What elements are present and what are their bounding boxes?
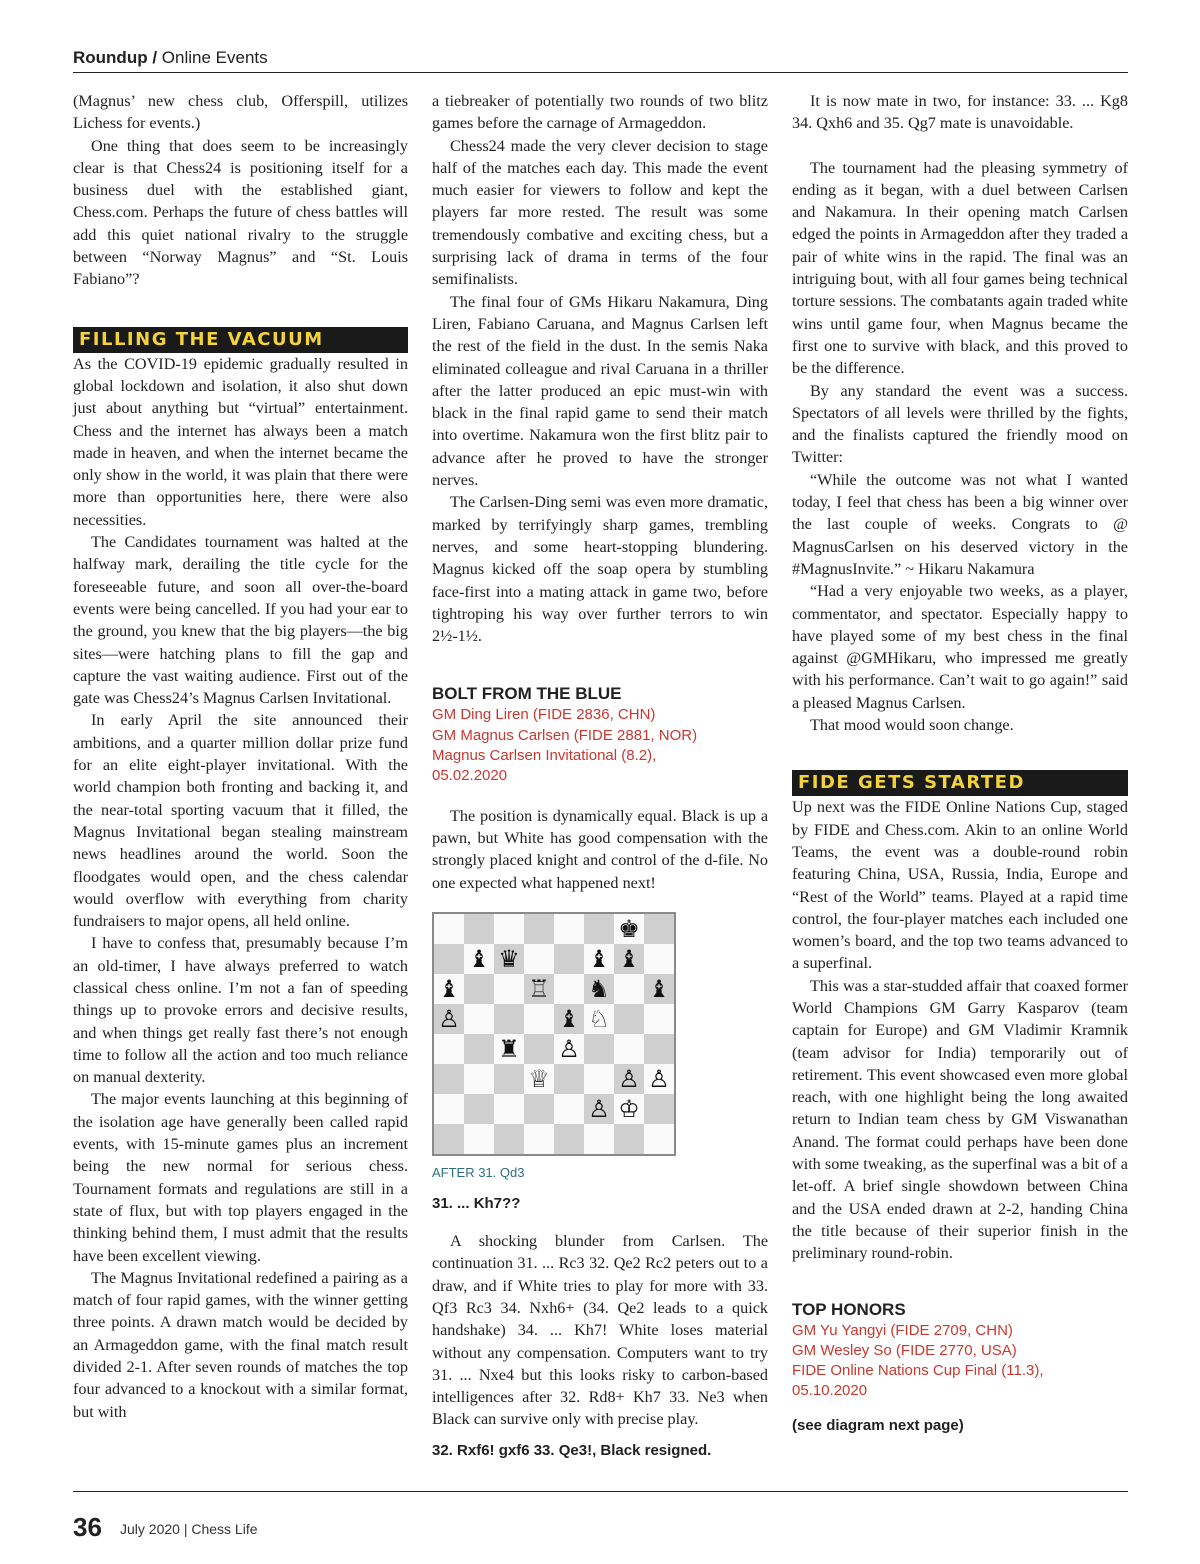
board-square — [524, 944, 554, 974]
game-title: BOLT FROM THE BLUE — [432, 684, 622, 704]
board-square: ♞ — [584, 974, 614, 1004]
board-square: ♖ — [524, 974, 554, 1004]
board-square — [434, 1034, 464, 1064]
board-square — [614, 1034, 644, 1064]
board-square — [464, 914, 494, 944]
board-square: ♝ — [644, 974, 674, 1004]
paragraph: By any standard the event was a success. Spectators of all levels were thrilled by the fights, and the finalists captured the friendly mood on Twitter: — [792, 381, 1128, 467]
paragraph: One thing that does seem to be increasingly clear is that Chess24 is positioning itself for a business duel with the established giant, Chess.com. Perhaps the future of chess battles will add this quiet national rivalry to the struggle between “Norway Magnus” and “St. Louis Fabiano”? — [73, 136, 408, 289]
board-square: ♙ — [584, 1094, 614, 1124]
column-1 — [73, 90, 408, 1423]
paragraph: A shocking blunder from Carlsen. The continuation 31. ... Rc3 32. Qe2 Rc2 peters out to a draw, and if White tries to play for more with 33. Qf3 Rc3 34. Nxh6+ (34. Qe2 leads to a quick handshake) 34. ... Kh7! White loses material without any compensation. Computers want to try 31. ... Nxe4 but this looks risky to carbon-based intelligences after 32. Rd8+ Kh7 33. Ne3 when Black can survive only with precise play. — [432, 1232, 768, 1429]
board-square — [464, 1064, 494, 1094]
footer-separator: | — [183, 1521, 188, 1537]
paragraph: I have to confess that, presumably because I’m an old-timer, I have always preferred to watch classical chess online. I’m not a fan of speeding things up to provoke errors and decisive results, and when things get really fast there’s not enough time to follow all the action and too much reliance on manual dexterity. — [73, 934, 408, 1087]
game-title: TOP HONORS — [792, 1299, 906, 1319]
chess-diagram — [432, 912, 676, 1156]
board-square — [554, 914, 584, 944]
paragraph: This was a star-studded affair that coaxed former World Champions GM Garry Kasparov (team captain for Europe) and GM Vladimir Kramnik (team advisor for India) temporarily out of retirement. This event showcased even more global reach, with one highlight being the long awaited return to Indian team chess by GM Viswanathan Anand. The format could perhaps have been done with some tweaking, as the superfinal was a bit of a let-off. A brief single showdown between China and the USA ended drawn at 2-2, handing China the title because of their superior finish in the preliminary round-robin. — [792, 976, 1128, 1263]
paragraph: The final four of GMs Hikaru Nakamura, Ding Liren, Fabiano Caruana, and Magnus Carlsen left the rest of the field in the dust. In the semis Naka eliminated colleague and rival Caruana in a thriller after the latter produced an epic must-win with black in the final rapid game to send their match into overtime. Nakamura won the first blitz pair to advance after he proved to have the stronger nerves. — [432, 292, 768, 490]
board-square: ♙ — [644, 1064, 674, 1094]
board-square: ♜ — [494, 1034, 524, 1064]
game-date: 05.02.2020 — [432, 767, 508, 785]
black-player: GM Wesley So (FIDE 2770, USA) — [792, 1341, 1017, 1359]
board-square — [644, 944, 674, 974]
board-square — [524, 1004, 554, 1034]
board-square: ♘ — [584, 1004, 614, 1034]
paragraph: In early April the site announced their ambitions, and a quarter million dollar prize fund for an elite eight-player invitational. With the world champion both fronting and backing it, and the near-total sporting vacuum that it filled, the Magnus Invitational began stealing mainstream news headlines around the world. Soon the floodgates would open, and the chess calendar would overflow with everything from charity fundraisers to major opens, all held online. — [73, 711, 408, 931]
board-square: ♕ — [524, 1064, 554, 1094]
paragraph: (Magnus’ new chess club, Offerspill, utilizes Lichess for events.) — [73, 92, 408, 133]
game-date: 05.10.2020 — [792, 1382, 868, 1400]
board-square: ♙ — [434, 1004, 464, 1034]
board-square — [554, 1064, 584, 1094]
paragraph: Up next was the FIDE Online Nations Cup, staged by FIDE and Chess.com. Akin to an online World Teams, the event was a double-round robin featuring China, USA, Russia, India, Europe and “Rest of the World” teams. Played at a rapid time control, the four-player matches each included one women’s board, and the top two teams advanced to a superfinal. — [792, 798, 1128, 973]
magazine-name: Chess Life — [191, 1521, 258, 1537]
paragraph: Chess24 made the very clever decision to stage half of the matches each day. This made the event much easier for viewers to follow and kept the players far more rested. The result was some tremendously combative and exciting chess, but a surprising lack of drama in terms of the four semifinalists. — [432, 136, 768, 289]
board-square: ♝ — [464, 944, 494, 974]
section-heading-filling-the-vacuum: FILLING THE VACUUM — [73, 327, 408, 353]
subsection-name: Online Events — [161, 48, 268, 67]
paragraph: The position is dynamically equal. Black is up a pawn, but White has good compensation with the strongly placed knight and control of the d-file. No one expected what happened next! — [432, 806, 768, 892]
board-square — [524, 914, 554, 944]
game-move: 31. ... Kh7?? — [432, 1195, 521, 1213]
board-square — [494, 1064, 524, 1094]
board-square — [554, 1094, 584, 1124]
paragraph: The Candidates tournament was halted at the halfway mark, derailing the title cycle for the foreseeable future, and soon all over-the-board events were being cancelled. If you had your ear to the ground, you knew that the big players—the big sites—were hatching plans to fill the gap and capture the vast waiting audience. First out of the gate was Chess24’s Magnus Carlsen Invitational. — [73, 533, 408, 708]
board-square — [434, 1064, 464, 1094]
board-square — [464, 1004, 494, 1034]
board-square — [494, 974, 524, 1004]
board-square: ♙ — [614, 1064, 644, 1094]
page-footer — [73, 1491, 1128, 1542]
board-square — [644, 1094, 674, 1124]
paragraph: It is now mate in two, for instance: 33. ... Kg8 34. Qxh6 and 35. Qg7 mate is unavoidable. — [792, 92, 1128, 133]
board-square — [524, 1034, 554, 1064]
board-square — [644, 1004, 674, 1034]
section-heading-fide-gets-started: FIDE GETS STARTED — [792, 770, 1128, 796]
column-2 — [432, 90, 768, 1461]
board-square: ♝ — [584, 944, 614, 974]
board-square — [644, 1034, 674, 1064]
black-player: GM Magnus Carlsen (FIDE 2881, NOR) — [432, 726, 698, 744]
board-square — [494, 1124, 524, 1154]
white-player: GM Yu Yangyi (FIDE 2709, CHN) — [792, 1321, 1013, 1339]
board-square — [584, 914, 614, 944]
paragraph: As the COVID-19 epidemic gradually resulted in global lockdown and isolation, it also shut down just about anything but “virtual” entertainment. Chess and the internet has always been a match made in heaven, and when the internet became the only show in the world, it was plain that there were more than opportunities here, there were also necessities. — [73, 354, 408, 529]
board-square — [494, 1004, 524, 1034]
event-name: Magnus Carlsen Invitational (8.2), — [432, 747, 657, 765]
issue-date: July 2020 — [120, 1521, 180, 1537]
diagram-note: (see diagram next page) — [792, 1416, 964, 1434]
board-square — [464, 1124, 494, 1154]
board-square — [434, 944, 464, 974]
diagram-caption: AFTER 31. Qd3 — [432, 1164, 525, 1180]
header-separator: / — [152, 48, 158, 67]
board-square: ♙ — [554, 1034, 584, 1064]
paragraph: The tournament had the pleasing symmetry of ending as it began, with a duel between Carlsen and Nakamura. In their opening match Carlsen edged the points in Armageddon after they traded a pair of white wins in the rapid. The final was an intriguing bout, with all four games being technical torture sessions. The combatants again traded white wins until game four, when Magnus became the first one to survive with black, and this proved to be the difference. — [792, 158, 1128, 378]
board-square: ♝ — [434, 974, 464, 1004]
board-square — [434, 914, 464, 944]
board-square — [584, 1034, 614, 1064]
section-name: Roundup — [73, 48, 148, 67]
paragraph: “While the outcome was not what I wanted today, I feel that chess has been a big winner over the last couple of weeks. Congrats to @ MagnusCarlsen on his deserved victory in the #MagnusInvite.” ~ Hikaru Nakamura — [792, 470, 1128, 578]
white-player: GM Ding Liren (FIDE 2836, CHN) — [432, 706, 656, 724]
board-square — [524, 1094, 554, 1124]
board-square — [494, 1094, 524, 1124]
board-square — [614, 1124, 644, 1154]
footer-info — [120, 1521, 258, 1537]
board-square — [434, 1094, 464, 1124]
board-square — [464, 974, 494, 1004]
board-square — [644, 1124, 674, 1154]
event-name: FIDE Online Nations Cup Final (11.3), — [792, 1362, 1044, 1380]
board-square — [554, 1124, 584, 1154]
board-square — [554, 944, 584, 974]
board-square: ♔ — [614, 1094, 644, 1124]
board-square — [464, 1094, 494, 1124]
board-square — [494, 914, 524, 944]
board-square — [644, 914, 674, 944]
board-square: ♚ — [614, 914, 644, 944]
game-move: 32. Rxf6! gxf6 33. Qe3!, Black resigned. — [432, 1441, 712, 1459]
paragraph: a tiebreaker of potentially two rounds of two blitz games before the carnage of Armageddon. — [432, 92, 768, 133]
column-3 — [792, 90, 1128, 1436]
paragraph: That mood would soon change. — [810, 716, 1014, 735]
paragraph: The Carlsen-Ding semi was even more dramatic, marked by terrifyingly sharp games, trembling nerves, and some heart-stopping blundering. Magnus kicked off the soap opera by stumbling face-first into a mating attack in game two, before tightroping his way over further terrors to win 2½-1½. — [432, 493, 768, 646]
board-square — [614, 974, 644, 1004]
board-square: ♝ — [554, 1004, 584, 1034]
paragraph: The Magnus Invitational redefined a pairing as a match of four rapid games, with the winner getting three points. A drawn match would be decided by an Armageddon game, with the final match result divided 2-1. After seven rounds of matches the top four advanced to a knockout with a similar format, but with — [73, 1268, 408, 1421]
board-square: ♛ — [494, 944, 524, 974]
board-square — [584, 1064, 614, 1094]
board-square — [524, 1124, 554, 1154]
page-number: 36 — [73, 1512, 102, 1542]
running-header — [73, 48, 1128, 73]
board-square: ♝ — [614, 944, 644, 974]
board-square — [554, 974, 584, 1004]
board-square — [584, 1124, 614, 1154]
board-square — [464, 1034, 494, 1064]
board-square — [434, 1124, 464, 1154]
paragraph: “Had a very enjoyable two weeks, as a player, commentator, and spectator. Especially happy to have played some of my best chess in the final against @GMHikaru, who impressed me greatly with his performance. Can’t wait to go again!” said a pleased Magnus Carlsen. — [792, 582, 1128, 712]
board-square — [614, 1004, 644, 1034]
paragraph: The major events launching at this beginning of the isolation age have generally been called rapid events, with 15-minute games plus an increment being the new normal for serious chess. Tournament formats and regulations are still in a state of flux, but with top players engaged in the thinking behind them, I must admit that the results have been excellent viewing. — [73, 1090, 408, 1265]
